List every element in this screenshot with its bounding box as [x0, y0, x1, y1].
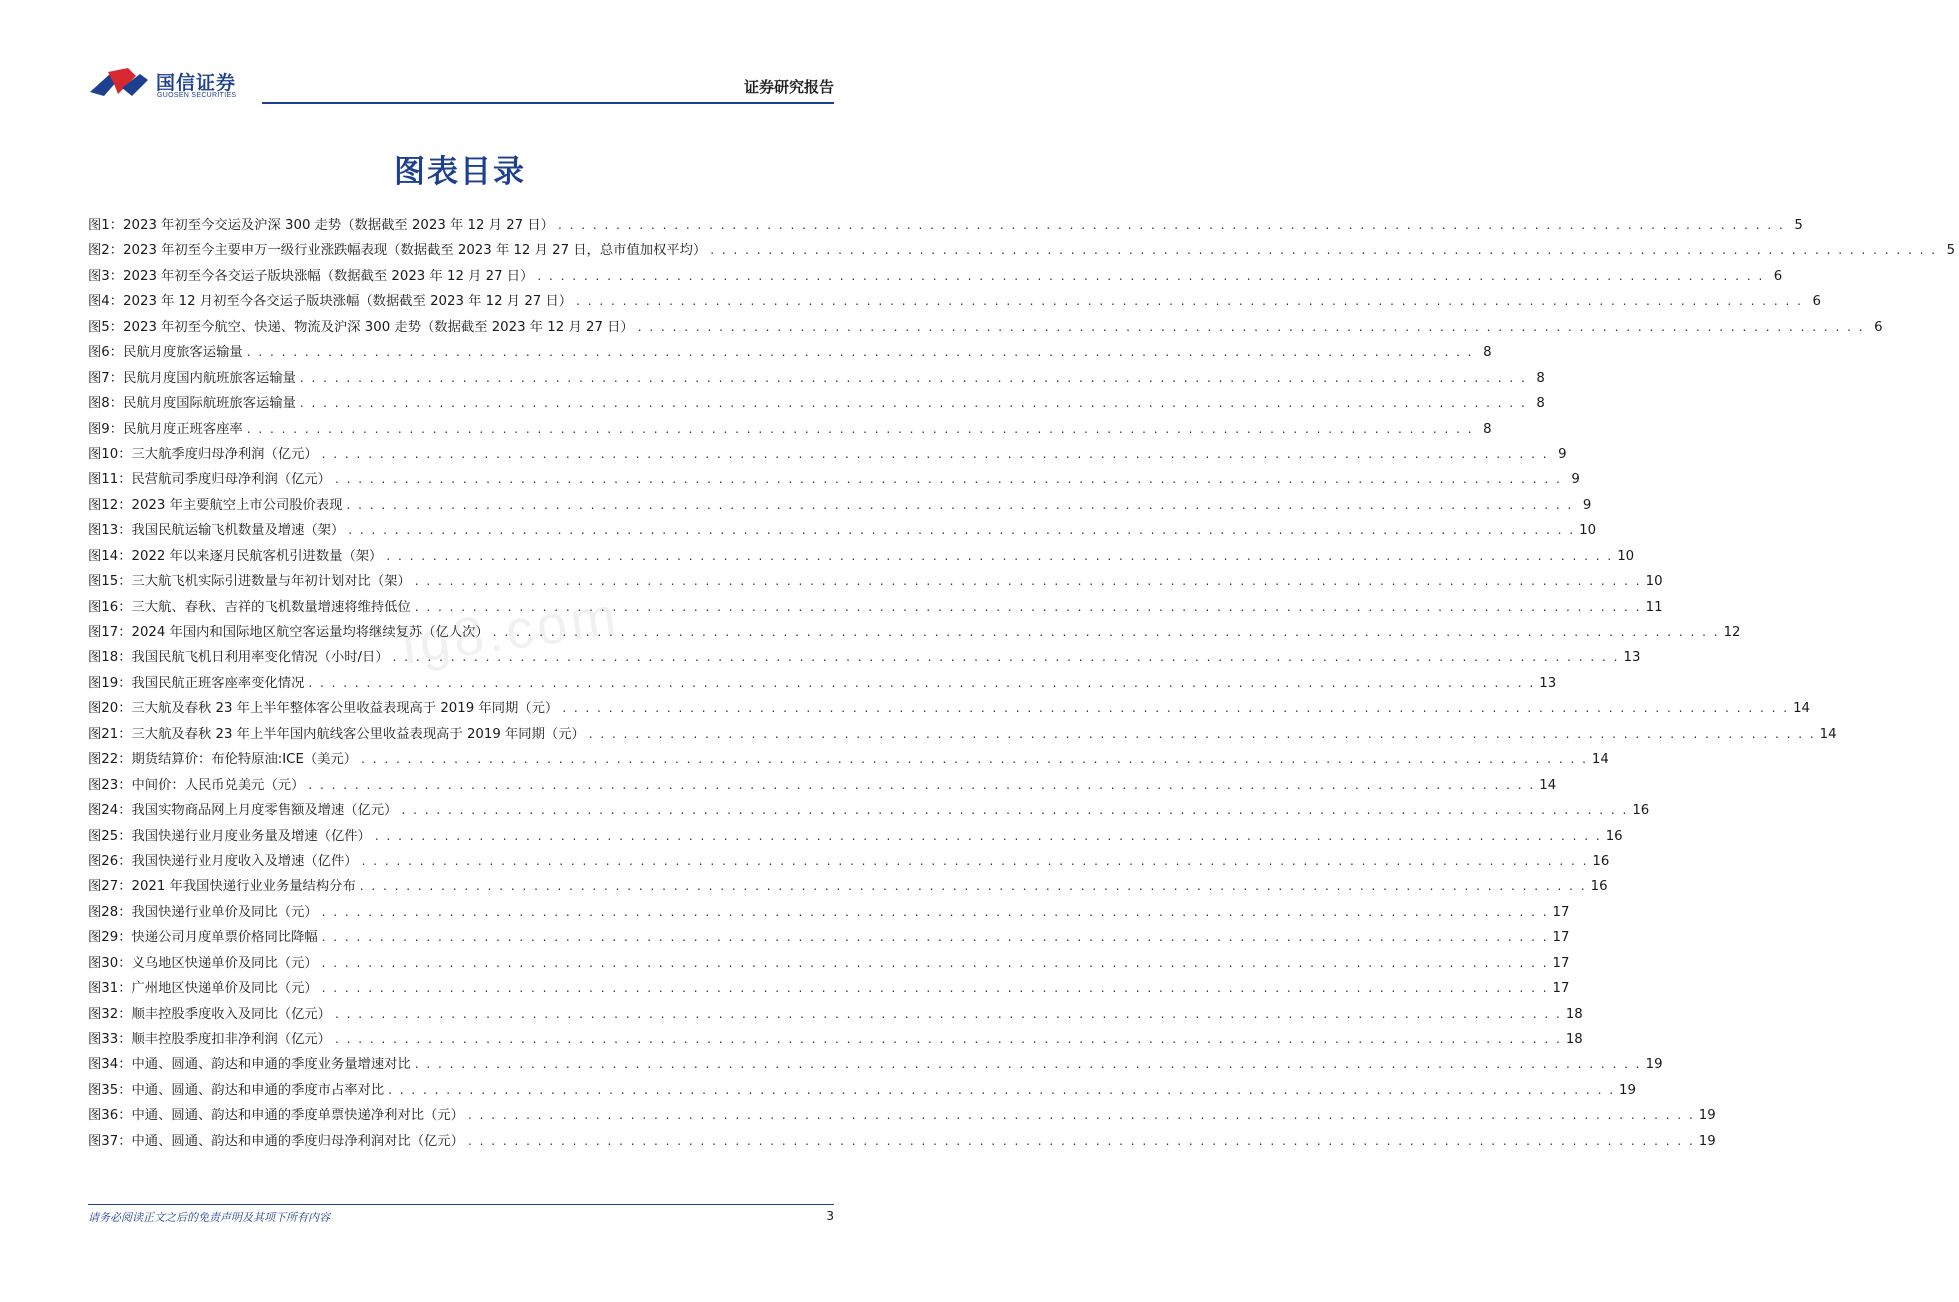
- toc-entry-number: 图3：: [88, 268, 124, 284]
- toc-entry-title: 民航月度正班客座率: [123, 421, 243, 437]
- toc-entry-title: 三大航、春秋、吉祥的飞机数量增速将维持低位: [131, 599, 411, 615]
- toc-entry-title: 快递公司月度单票价格同比降幅: [131, 930, 318, 946]
- toc-entry-number: 图33：: [88, 1032, 132, 1047]
- toc-entry[interactable]: [88, 596, 1663, 621]
- toc-entry-page: 13: [1623, 650, 1641, 666]
- toc-entry-page: 6: [1812, 294, 1821, 310]
- guosen-logo-icon: [88, 66, 150, 102]
- toc-leader-dots: [346, 498, 1573, 512]
- toc-entry-title: 民航月度国际航班旅客运输量: [123, 396, 296, 412]
- toc-entry-page: 10: [1579, 523, 1597, 539]
- toc-entry-number: 图8：: [88, 396, 124, 412]
- toc-entry-title: 2022 年以来逐月民航客机引进数量（架）: [131, 548, 383, 564]
- toc-entry-page: 12: [1723, 625, 1741, 640]
- toc-entry-page: 11: [1645, 599, 1663, 615]
- toc-entry[interactable]: [88, 1053, 1663, 1078]
- toc-entry-number: 图12：: [88, 497, 132, 513]
- toc-entry-title: 中通、圆通、韵达和申通的季度业务量增速对比: [131, 1057, 411, 1073]
- toc-entry-page: 19: [1645, 1057, 1663, 1073]
- toc-entry-title: 顺丰控股季度收入及同比（亿元）: [131, 1006, 331, 1022]
- toc-entry-title: 民航月度旅客运输量: [123, 345, 243, 361]
- page-header: [88, 62, 834, 106]
- toc-entry-title: 中通、圆通、韵达和申通的季度归母净利润对比（亿元）: [131, 1133, 464, 1149]
- report-type-label: 证券研究报告: [743, 78, 834, 96]
- toc-entry-number: 图31：: [88, 981, 132, 997]
- toc-leader-dots: [710, 243, 1937, 257]
- toc-entry[interactable]: [88, 392, 1545, 417]
- toc-leader-dots: [322, 447, 1549, 461]
- toc-leader-dots: [335, 1007, 1562, 1021]
- toc-entry[interactable]: [88, 723, 1837, 748]
- toc-entry[interactable]: [88, 1130, 1716, 1155]
- toc-entry-number: 图34：: [88, 1057, 132, 1073]
- toc-entry[interactable]: [88, 1003, 1583, 1028]
- guosen-logo: [88, 62, 258, 106]
- toc-entry-number: 图28：: [88, 904, 132, 920]
- page-title: 图表目录: [394, 154, 526, 190]
- toc-entry-number: 图29：: [88, 930, 132, 946]
- toc-entry-number: 图18：: [88, 650, 132, 666]
- footer-disclaimer: 请务必阅读正文之后的免责声明及其项下所有内容: [88, 1211, 330, 1224]
- toc-leader-dots: [386, 549, 1613, 563]
- toc-entry-page: 18: [1565, 1032, 1583, 1047]
- toc-entry-page: 5: [1794, 218, 1803, 233]
- toc-leader-dots: [388, 1083, 1615, 1097]
- toc-entry-title: 2023 年主要航空上市公司股价表现: [131, 497, 343, 513]
- toc-entry-page: 19: [1698, 1108, 1716, 1124]
- page-number: 3: [826, 1209, 834, 1223]
- toc-entry[interactable]: [88, 519, 1597, 544]
- toc-leader-dots: [558, 218, 1785, 232]
- toc-leader-dots: [322, 930, 1549, 944]
- toc-entry[interactable]: [88, 443, 1567, 468]
- toc-entry-number: 图35：: [88, 1082, 132, 1098]
- toc-entry-number: 图10：: [88, 446, 132, 462]
- toc-entry-title: 2023 年 12 月初至今各交运子版块涨幅（数据截至 2023 年 12 月 27 日）: [123, 294, 573, 310]
- toc-entry-title: 三大航及春秋 23 年上半年整体客公里收益表现高于 2019 年同期（元）: [131, 701, 559, 717]
- toc-leader-dots: [589, 727, 1816, 741]
- toc-leader-dots: [537, 269, 1764, 283]
- toc-entry[interactable]: [88, 341, 1492, 366]
- toc-entry-title: 我国民航正班客座率变化情况: [131, 675, 305, 691]
- toc-entry-page: 17: [1552, 930, 1570, 946]
- toc-entry-title: 2023 年初至今各交运子版块涨幅（数据截至 2023 年 12 月 27 日）: [123, 268, 534, 284]
- toc-entry-page: 9: [1558, 446, 1567, 462]
- toc-entry[interactable]: [88, 825, 1623, 850]
- toc-entry-page: 14: [1591, 752, 1609, 768]
- toc-leader-dots: [335, 472, 1562, 486]
- toc-entry-title: 三大航及春秋 23 年上半年国内航线客公里收益表现高于 2019 年同期（元）: [131, 726, 585, 742]
- toc-entry-page: 8: [1536, 370, 1545, 386]
- toc-entry-number: 图36：: [88, 1108, 132, 1124]
- toc-entry-number: 图21：: [88, 726, 132, 742]
- toc-leader-dots: [322, 956, 1549, 970]
- toc-leader-dots: [362, 854, 1589, 868]
- toc-entry-number: 图37：: [88, 1133, 132, 1149]
- toc-entry-number: 图2：: [88, 243, 124, 259]
- watermark: Ig8.com: [396, 585, 624, 677]
- toc-entry-number: 图22：: [88, 752, 132, 768]
- toc-entry-page: 18: [1565, 1006, 1583, 1022]
- logo-name-en: GUOSEN SECURITIES: [157, 92, 237, 99]
- toc-leader-dots: [562, 701, 1789, 715]
- toc-leader-dots: [247, 422, 1474, 436]
- toc-entry[interactable]: [88, 774, 1557, 799]
- toc-entry-number: 图9：: [88, 421, 124, 437]
- table-of-figures: [88, 214, 1956, 1155]
- toc-entry-number: 图15：: [88, 574, 132, 590]
- toc-entry[interactable]: [88, 265, 1783, 290]
- toc-entry-title: 民营航司季度归母净利润（亿元）: [131, 472, 331, 488]
- toc-entry-page: 8: [1483, 421, 1492, 437]
- toc-entry-page: 17: [1552, 955, 1570, 971]
- toc-entry[interactable]: [88, 646, 1641, 671]
- toc-entry[interactable]: [88, 621, 1741, 646]
- toc-entry-title: 我国民航飞机日利用率变化情况（小时/日）: [131, 650, 389, 666]
- toc-entry-title: 2023 年初至今航空、快递、物流及沪深 300 走势（数据截至 2023 年 12 月 27 日）: [123, 319, 634, 335]
- toc-entry-title: 义乌地区快递单价及同比（元）: [131, 955, 318, 971]
- toc-entry-page: 17: [1552, 904, 1570, 920]
- toc-entry-number: 图7：: [88, 370, 124, 386]
- toc-entry-page: 14: [1539, 777, 1557, 793]
- toc-entry-title: 顺丰控股季度扣非净利润（亿元）: [131, 1032, 331, 1047]
- toc-entry-number: 图27：: [88, 879, 132, 895]
- toc-entry[interactable]: [88, 926, 1570, 951]
- toc-entry[interactable]: [88, 418, 1492, 443]
- toc-leader-dots: [415, 600, 1642, 614]
- toc-entry-page: 16: [1632, 803, 1650, 819]
- toc-leader-dots: [375, 829, 1602, 843]
- toc-entry-page: 16: [1605, 828, 1623, 844]
- toc-entry-title: 我国实物商品网上月度零售额及增速（亿元）: [131, 803, 398, 819]
- toc-entry-page: 6: [1773, 268, 1783, 284]
- toc-leader-dots: [322, 981, 1549, 995]
- toc-entry-page: 8: [1483, 345, 1492, 361]
- toc-entry-title: 中通、圆通、韵达和申通的季度单票快递净利对比（元）: [131, 1108, 464, 1124]
- toc-entry[interactable]: [88, 1079, 1636, 1104]
- toc-leader-dots: [348, 523, 1575, 537]
- toc-entry-title: 我国民航运输飞机数量及增速（架）: [131, 523, 345, 539]
- toc-entry[interactable]: [88, 570, 1663, 595]
- toc-entry-page: 9: [1582, 497, 1592, 513]
- toc-entry-title: 三大航飞机实际引进数量与年初计划对比（架）: [131, 574, 411, 590]
- toc-entry-title: 期货结算价：布伦特原油:ICE（美元）: [131, 752, 358, 768]
- toc-entry-number: 图32：: [88, 1006, 132, 1022]
- toc-entry-page: 5: [1946, 243, 1956, 259]
- toc-entry-number: 图1：: [88, 218, 124, 233]
- toc-leader-dots: [247, 345, 1474, 359]
- toc-entry-number: 图20：: [88, 701, 132, 717]
- toc-entry-number: 图6：: [88, 345, 124, 361]
- toc-leader-dots: [415, 574, 1642, 588]
- toc-entry-title: 中通、圆通、韵达和申通的季度市占率对比: [131, 1082, 385, 1098]
- toc-entry[interactable]: [88, 901, 1570, 926]
- toc-leader-dots: [401, 803, 1628, 817]
- toc-entry[interactable]: [88, 367, 1545, 392]
- toc-leader-dots: [468, 1134, 1695, 1148]
- toc-entry-page: 16: [1590, 879, 1608, 895]
- toc-leader-dots: [576, 294, 1803, 308]
- toc-entry[interactable]: [88, 799, 1650, 824]
- logo-name-cn: 国信证券: [156, 72, 237, 94]
- toc-entry[interactable]: [88, 672, 1557, 697]
- toc-entry-title: 2023 年初至今主要申万一级行业涨跌幅表现（数据截至 2023 年 12 月 27 日，总市值加权平均）: [123, 243, 707, 259]
- toc-leader-dots: [493, 625, 1720, 639]
- toc-entry-number: 图4：: [88, 294, 124, 310]
- toc-entry[interactable]: [88, 952, 1570, 977]
- toc-entry[interactable]: [88, 977, 1570, 1002]
- toc-entry-number: 图25：: [88, 828, 132, 844]
- toc-leader-dots: [308, 676, 1535, 690]
- toc-entry-title: 我国快递行业单价及同比（元）: [131, 904, 318, 920]
- toc-entry-title: 民航月度国内航班旅客运输量: [123, 370, 296, 386]
- toc-entry-page: 19: [1698, 1133, 1716, 1149]
- toc-entry[interactable]: [88, 1028, 1583, 1053]
- toc-entry-page: 10: [1645, 574, 1663, 590]
- toc-leader-dots: [308, 778, 1535, 792]
- toc-entry-number: 图26：: [88, 853, 132, 869]
- toc-entry-page: 6: [1874, 319, 1883, 335]
- toc-entry[interactable]: [88, 239, 1956, 264]
- toc-entry-number: 图17：: [88, 625, 132, 640]
- toc-entry-number: 图16：: [88, 599, 132, 615]
- toc-entry-page: 10: [1617, 548, 1635, 564]
- toc-entry-title: 2024 年国内和国际地区航空客运量均将继续复苏（亿人次）: [131, 625, 489, 640]
- toc-entry-title: 我国快递行业月度收入及增速（亿件）: [131, 853, 358, 869]
- toc-entry[interactable]: [88, 316, 1883, 341]
- toc-entry[interactable]: [88, 1104, 1716, 1129]
- toc-leader-dots: [415, 1057, 1642, 1071]
- toc-entry[interactable]: [88, 214, 1803, 239]
- toc-leader-dots: [638, 320, 1865, 334]
- toc-entry-number: 图23：: [88, 777, 132, 793]
- toc-leader-dots: [335, 1032, 1562, 1046]
- toc-leader-dots: [393, 650, 1620, 664]
- toc-entry[interactable]: [88, 697, 1810, 722]
- toc-entry-page: 16: [1592, 853, 1610, 869]
- toc-entry-number: 图19：: [88, 675, 132, 691]
- footer-divider: [88, 1204, 834, 1205]
- toc-entry[interactable]: [88, 494, 1592, 519]
- toc-entry[interactable]: [88, 748, 1609, 773]
- toc-leader-dots: [468, 1108, 1695, 1122]
- toc-entry-page: 9: [1571, 472, 1580, 488]
- toc-entry-title: 2023 年初至今交运及沪深 300 走势（数据截至 2023 年 12 月 27 日）: [123, 218, 554, 233]
- toc-leader-dots: [300, 371, 1527, 385]
- toc-entry-number: 图14：: [88, 548, 132, 564]
- toc-entry-number: 图24：: [88, 803, 132, 819]
- toc-leader-dots: [361, 752, 1588, 766]
- toc-entry-title: 三大航季度归母净利润（亿元）: [131, 446, 318, 462]
- toc-entry-page: 14: [1819, 726, 1837, 742]
- toc-entry-number: 图30：: [88, 955, 132, 971]
- toc-entry-page: 13: [1539, 675, 1557, 691]
- toc-entry-title: 中间价：人民币兑美元（元）: [131, 777, 305, 793]
- toc-entry-title: 2021 年我国快递行业业务量结构分布: [131, 879, 356, 895]
- toc-entry[interactable]: [88, 545, 1635, 570]
- toc-leader-dots: [360, 879, 1587, 893]
- toc-entry-number: 图11：: [88, 472, 132, 488]
- toc-entry[interactable]: [88, 468, 1580, 493]
- toc-entry[interactable]: [88, 850, 1610, 875]
- toc-entry-page: 8: [1536, 396, 1545, 412]
- toc-entry[interactable]: [88, 290, 1821, 315]
- toc-entry[interactable]: [88, 875, 1608, 900]
- toc-entry-page: 19: [1619, 1082, 1636, 1098]
- toc-entry-page: 14: [1793, 701, 1810, 717]
- toc-entry-number: 图5：: [88, 319, 124, 335]
- header-divider: [262, 102, 834, 104]
- toc-entry-page: 17: [1552, 981, 1570, 997]
- toc-entry-title: 广州地区快递单价及同比（元）: [131, 981, 318, 997]
- toc-leader-dots: [300, 396, 1527, 410]
- toc-entry-title: 我国快递行业月度业务量及增速（亿件）: [131, 828, 371, 844]
- toc-entry-number: 图13：: [88, 523, 132, 539]
- toc-leader-dots: [322, 905, 1549, 919]
